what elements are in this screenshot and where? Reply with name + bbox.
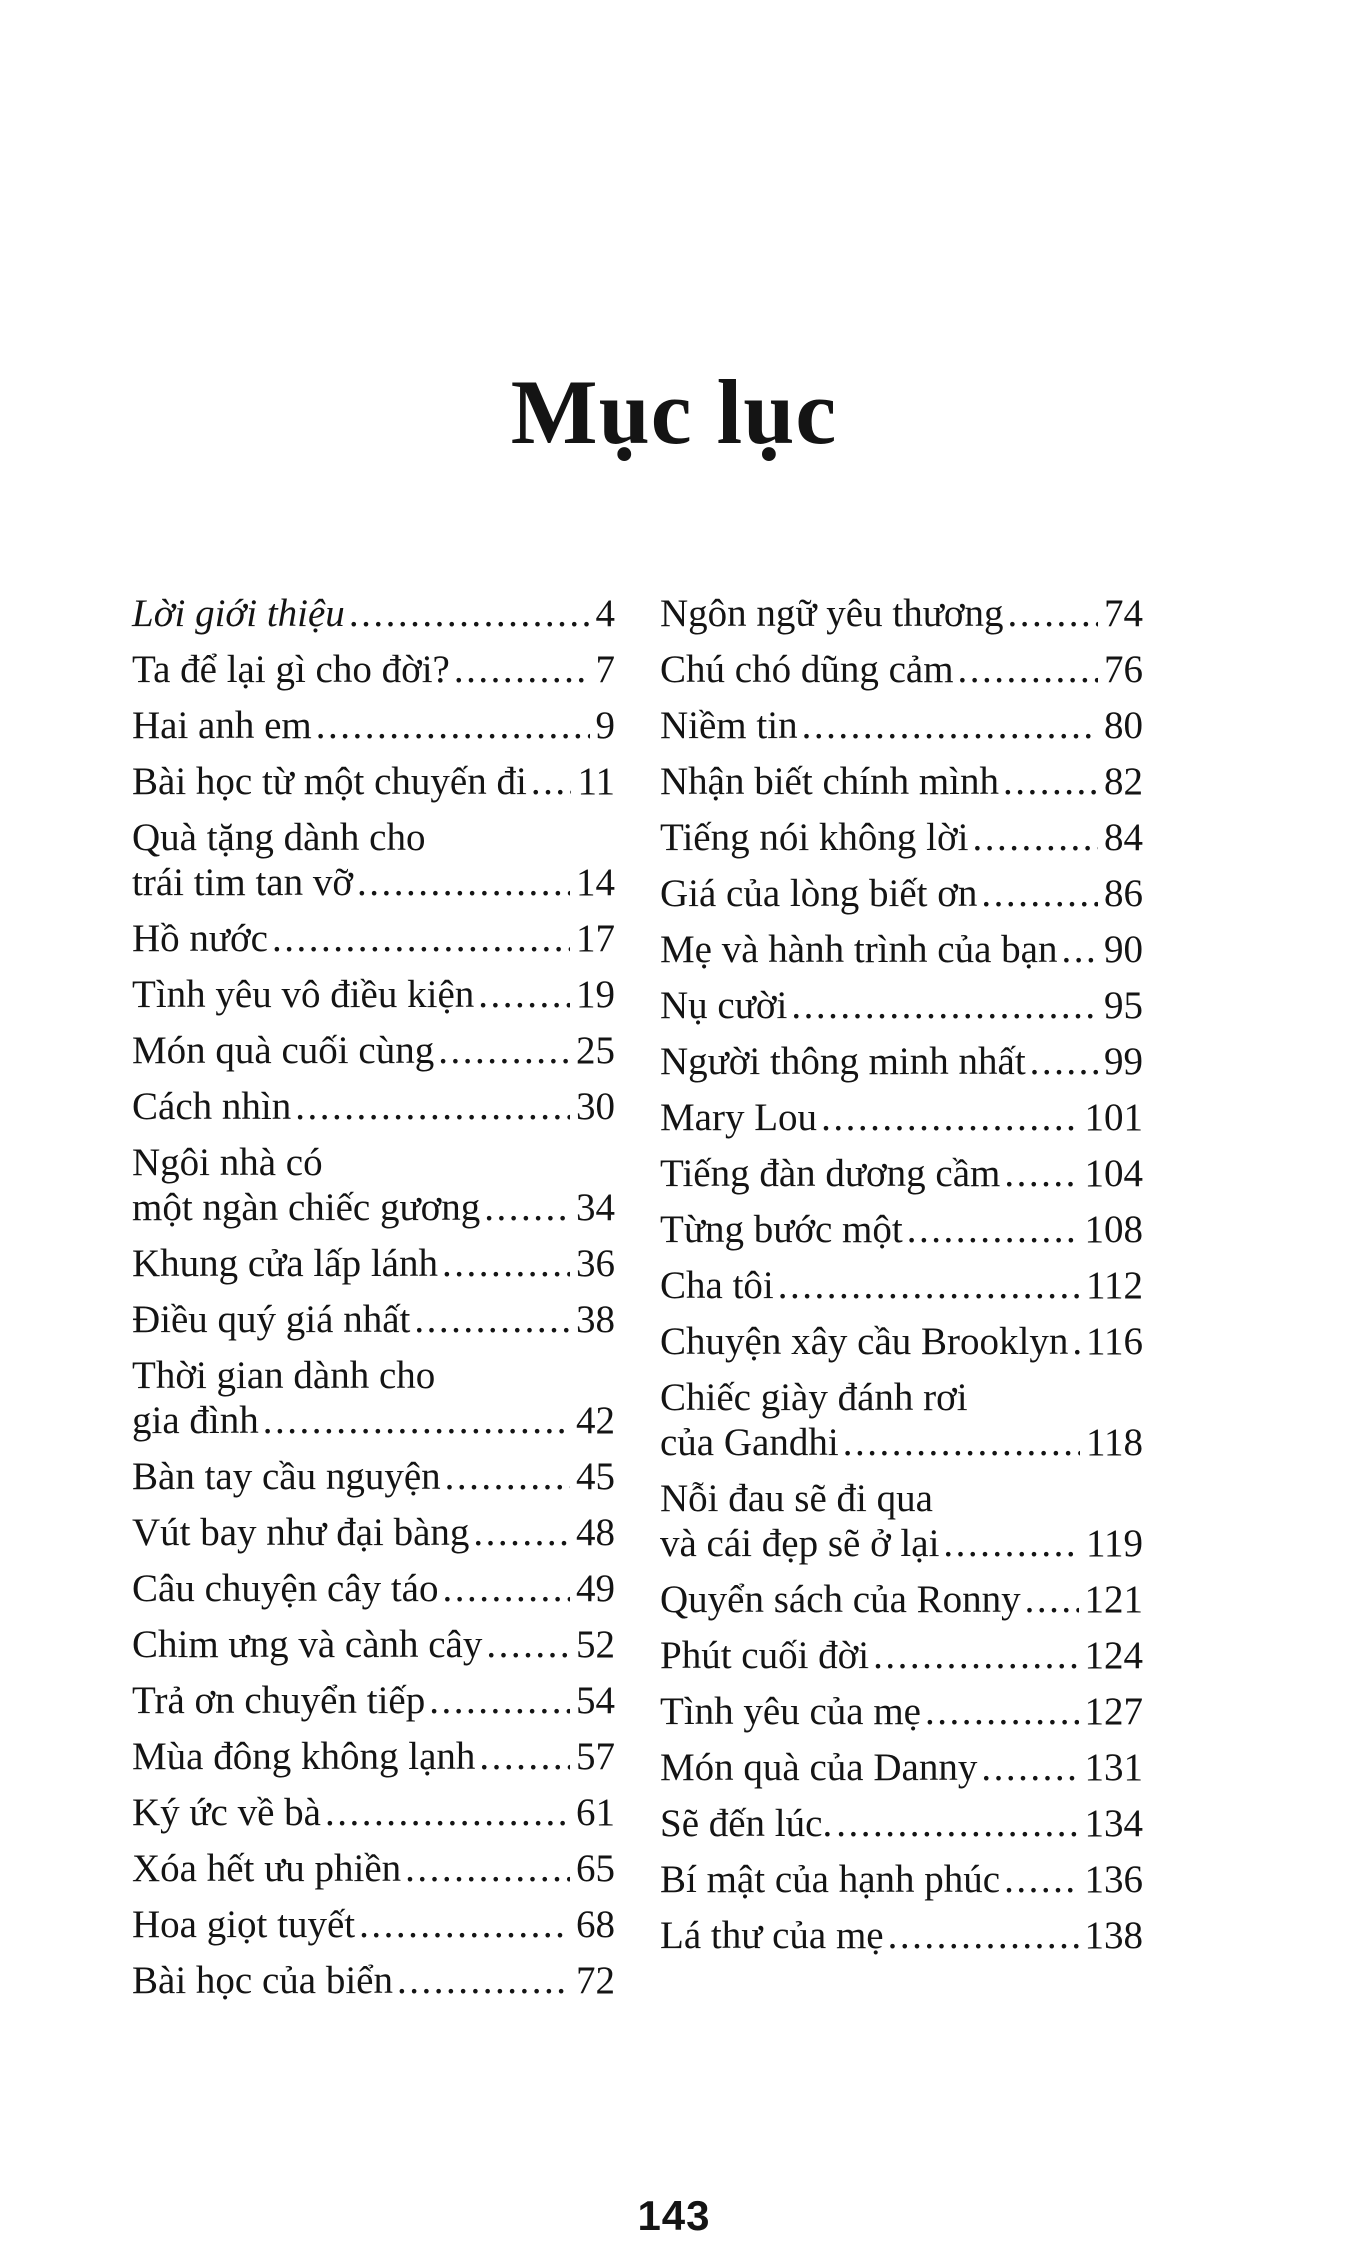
toc-entry-page: 134	[1084, 1802, 1143, 1846]
toc-entry	[660, 1633, 1143, 1678]
toc-entry-page: 119	[1085, 1522, 1143, 1566]
toc-entry-title: Sẽ đến lúc.	[660, 1802, 833, 1846]
toc-entry-row	[660, 1420, 1143, 1465]
dot-leader	[355, 1902, 570, 1947]
dot-leader	[903, 1207, 1079, 1252]
toc-entry-page: 14	[576, 861, 615, 905]
dot-leader	[977, 871, 1098, 916]
toc-entry-row	[132, 1028, 615, 1073]
toc-entry-title: Bài học của biển	[132, 1959, 393, 2003]
toc-entry-row	[132, 1398, 615, 1443]
toc-entry-title: một ngàn chiếc gương	[132, 1186, 481, 1230]
toc-entry-page: 116	[1085, 1320, 1143, 1364]
toc-entry-row	[132, 1185, 615, 1230]
toc-entry	[660, 703, 1143, 748]
footer-page-number: 143	[637, 2192, 711, 2239]
toc-entry-page: 138	[1084, 1914, 1143, 1958]
toc-entry	[660, 1151, 1143, 1196]
toc-entry-title: Hoa giọt tuyết	[132, 1903, 356, 1947]
toc-entry-row	[132, 1084, 615, 1129]
dot-leader	[450, 647, 590, 692]
toc-entry-page: 49	[576, 1567, 615, 1611]
toc-entry-title: Bài học từ một chuyến đi	[132, 760, 527, 804]
toc-entry	[132, 759, 615, 804]
toc-columns	[0, 591, 1348, 2014]
dot-leader	[425, 1678, 570, 1723]
toc-entry-page: 131	[1084, 1746, 1143, 1790]
toc-entry	[660, 1207, 1143, 1252]
toc-entry-title: Nhận biết chính mình	[660, 760, 1000, 804]
toc-entry	[132, 1902, 615, 1947]
dot-leader	[954, 647, 1098, 692]
toc-entry-page: 19	[576, 973, 615, 1017]
toc-entry-row	[660, 1151, 1143, 1196]
toc-entry-row	[660, 1577, 1143, 1622]
toc-entry-title: Lá thư của mẹ	[660, 1914, 884, 1958]
toc-entry-title: Nụ cười	[660, 984, 788, 1028]
toc-entry-page: 127	[1084, 1690, 1143, 1734]
toc-entry-page: 7	[595, 648, 615, 692]
dot-leader	[968, 815, 1098, 860]
toc-entry-page: 57	[576, 1735, 615, 1779]
dot-leader	[977, 1745, 1078, 1790]
dot-leader	[1021, 1577, 1079, 1622]
dot-leader	[441, 1454, 570, 1499]
toc-entry-title: gia đình	[132, 1399, 259, 1443]
toc-entry-row	[132, 1846, 615, 1891]
toc-entry-title: Người thông minh nhất	[660, 1040, 1026, 1084]
dot-leader	[817, 1095, 1078, 1140]
toc-entry	[132, 1454, 615, 1499]
toc-entry	[132, 1678, 615, 1723]
toc-entry	[132, 591, 615, 636]
toc-entry-title: Hồ nước	[132, 917, 268, 961]
toc-entry-title: Ngôn ngữ yêu thương	[660, 592, 1004, 636]
toc-entry-row	[660, 1633, 1143, 1678]
toc-entry-page: 82	[1104, 760, 1143, 804]
toc-entry-title: Chuyện xây cầu Brooklyn	[660, 1320, 1069, 1364]
toc-entry-title: Hai anh em	[132, 704, 312, 748]
toc-entry	[660, 1095, 1143, 1140]
toc-entry-page: 65	[576, 1847, 615, 1891]
toc-entry	[132, 1140, 615, 1230]
toc-entry-page: 54	[576, 1679, 615, 1723]
toc-entry-title: Mẹ và hành trình của bạn	[660, 928, 1058, 972]
dot-leader	[1068, 1319, 1080, 1364]
toc-entry-row	[132, 1622, 615, 1667]
toc-entry-page: 112	[1085, 1264, 1143, 1308]
toc-entry	[132, 1510, 615, 1555]
toc-entry-row	[660, 871, 1143, 916]
toc-entry-page: 124	[1084, 1634, 1143, 1678]
toc-entry-row	[132, 647, 615, 692]
toc-entry-title: Ký ức về bà	[132, 1791, 321, 1835]
toc-entry	[660, 759, 1143, 804]
toc-entry-title: Tình yêu của mẹ	[660, 1690, 921, 1734]
toc-entry-row	[660, 1207, 1143, 1252]
toc-entry-row	[132, 1454, 615, 1499]
dot-leader	[291, 1084, 570, 1129]
dot-leader	[438, 1241, 570, 1286]
toc-entry-page: 17	[576, 917, 615, 961]
toc-entry-title: Chú chó dũng cảm	[660, 648, 954, 692]
toc-entry	[132, 1958, 615, 2003]
toc-entry-row	[660, 759, 1143, 804]
toc-entry-line: Chiếc giày đánh rơi	[660, 1376, 968, 1420]
toc-entry-title: Từng bước một	[660, 1208, 903, 1252]
toc-entry-row	[660, 1689, 1143, 1734]
toc-entry	[660, 815, 1143, 860]
dot-leader	[939, 1521, 1080, 1566]
toc-entry-row	[660, 1095, 1143, 1140]
dot-leader	[312, 703, 590, 748]
toc-entry	[132, 1622, 615, 1667]
dot-leader	[259, 1398, 570, 1443]
toc-entry-row	[660, 1801, 1143, 1846]
toc-entry	[660, 1857, 1143, 1902]
toc-entry	[132, 1790, 615, 1835]
toc-entry-page: 108	[1084, 1208, 1143, 1252]
toc-entry-row	[132, 1566, 615, 1611]
toc-entry-title: Món quà cuối cùng	[132, 1029, 435, 1073]
toc-entry	[132, 1084, 615, 1129]
toc-entry	[660, 1319, 1143, 1364]
toc-entry	[132, 1028, 615, 1073]
toc-entry-title: Điều quý giá nhất	[132, 1298, 411, 1342]
toc-entry-title: Xóa hết ưu phiền	[132, 1847, 402, 1891]
toc-entry	[660, 1745, 1143, 1790]
toc-entry	[660, 927, 1143, 972]
toc-entry	[132, 1846, 615, 1891]
toc-entry	[132, 1566, 615, 1611]
toc-entry-page: 84	[1104, 816, 1143, 860]
toc-entry-row	[660, 1857, 1143, 1902]
toc-entry-title: của Gandhi	[660, 1421, 839, 1465]
toc-entry-page: 52	[576, 1623, 615, 1667]
toc-entry-page: 36	[576, 1242, 615, 1286]
toc-entry-row	[132, 759, 615, 804]
toc-entry-title: Tiếng nói không lời	[660, 816, 969, 860]
toc-entry-title: Tiếng đàn dương cầm	[660, 1152, 1001, 1196]
toc-entry-line: Ngôi nhà có	[132, 1141, 323, 1185]
dot-leader	[469, 1510, 570, 1555]
toc-entry-row	[660, 1913, 1143, 1958]
toc-entry	[660, 647, 1143, 692]
dot-leader	[839, 1420, 1080, 1465]
toc-entry-line: Nỗi đau sẽ đi qua	[660, 1477, 933, 1521]
toc-entry-row	[132, 1297, 615, 1342]
toc-entry-page: 4	[595, 592, 615, 636]
toc-entry-page: 38	[576, 1298, 615, 1342]
toc-entry-title: Niềm tin	[660, 704, 798, 748]
toc-entry-page: 118	[1085, 1421, 1143, 1465]
toc-entry-row	[132, 1790, 615, 1835]
toc-entry-page: 80	[1104, 704, 1143, 748]
dot-leader	[268, 916, 570, 961]
toc-entry-page: 25	[576, 1029, 615, 1073]
toc-entry	[132, 1734, 615, 1779]
toc-entry-row	[132, 703, 615, 748]
toc-entry-page: 90	[1104, 928, 1143, 972]
dot-leader	[474, 972, 570, 1017]
toc-entry-title: Giá của lòng biết ơn	[660, 872, 978, 916]
toc-entry-row	[132, 591, 615, 636]
toc-entry	[132, 647, 615, 692]
toc-entry-page: 101	[1084, 1096, 1143, 1140]
toc-entry	[132, 815, 615, 905]
toc-entry-page: 104	[1084, 1152, 1143, 1196]
toc-entry-row	[660, 815, 1143, 860]
toc-entry-row	[132, 1678, 615, 1723]
toc-entry-page: 99	[1104, 1040, 1143, 1084]
dot-leader	[774, 1263, 1080, 1308]
toc-entry	[660, 983, 1143, 1028]
toc-entry	[132, 972, 615, 1017]
dot-leader	[475, 1734, 570, 1779]
toc-entry-title: Mary Lou	[660, 1096, 818, 1140]
dot-leader	[393, 1958, 570, 2003]
dot-leader	[1000, 1857, 1078, 1902]
dot-leader	[1000, 1151, 1078, 1196]
dot-leader	[869, 1633, 1078, 1678]
toc-entry-title: Quyển sách của Ronny	[660, 1578, 1021, 1622]
dot-leader	[321, 1790, 570, 1835]
dot-leader	[798, 703, 1098, 748]
dot-leader	[353, 860, 570, 905]
dot-leader	[410, 1297, 570, 1342]
toc-right-column	[660, 591, 1143, 2014]
toc-entry-page: 30	[576, 1085, 615, 1129]
toc-entry-title: Cha tôi	[660, 1264, 774, 1308]
toc-entry	[660, 1913, 1143, 1958]
toc-entry	[660, 1263, 1143, 1308]
dot-leader	[921, 1689, 1079, 1734]
toc-entry-page: 42	[576, 1399, 615, 1443]
toc-entry-page: 48	[576, 1511, 615, 1555]
toc-entry-row	[132, 916, 615, 961]
dot-leader	[999, 759, 1098, 804]
page-title: Mục lục	[510, 361, 838, 463]
toc-entry-page: 72	[576, 1959, 615, 2003]
toc-entry	[132, 1297, 615, 1342]
toc-entry-row	[660, 1319, 1143, 1364]
toc-entry-title: Lời giới thiệu	[132, 592, 345, 636]
toc-left-column	[132, 591, 615, 2014]
toc-entry-page: 11	[577, 760, 615, 804]
toc-entry-title: Món quà của Danny	[660, 1746, 978, 1790]
toc-entry-page: 76	[1104, 648, 1143, 692]
toc-entry-title: trái tim tan vỡ	[132, 861, 353, 905]
toc-entry-row	[132, 972, 615, 1017]
toc-entry-page: 68	[576, 1903, 615, 1947]
toc-entry-row	[132, 1734, 615, 1779]
dot-leader	[527, 759, 572, 804]
toc-entry-title: Cách nhìn	[132, 1085, 292, 1129]
toc-entry-title: Khung cửa lấp lánh	[132, 1242, 438, 1286]
toc-entry	[132, 1241, 615, 1286]
toc-entry	[660, 1577, 1143, 1622]
toc-entry	[660, 1039, 1143, 1084]
toc-entry-page: 9	[595, 704, 615, 748]
dot-leader	[482, 1622, 570, 1667]
toc-entry-title: và cái đẹp sẽ ở lại	[660, 1522, 940, 1566]
toc-entry-title: Bàn tay cầu nguyện	[132, 1455, 441, 1499]
toc-entry-title: Câu chuyện cây táo	[132, 1567, 439, 1611]
toc-entry-row	[132, 860, 615, 905]
toc-entry-page: 95	[1104, 984, 1143, 1028]
toc-entry-row	[660, 703, 1143, 748]
toc-entry-title: Vút bay như đại bàng	[132, 1511, 470, 1555]
toc-entry-page: 45	[576, 1455, 615, 1499]
dot-leader	[1057, 927, 1098, 972]
dot-leader	[401, 1846, 570, 1891]
toc-entry	[660, 871, 1143, 916]
dot-leader	[1003, 591, 1098, 636]
dot-leader	[434, 1028, 570, 1073]
toc-entry-line: Quà tặng dành cho	[132, 816, 426, 860]
toc-entry-title: Bí mật của hạnh phúc	[660, 1858, 1001, 1902]
dot-leader	[480, 1185, 570, 1230]
toc-entry-row	[660, 1745, 1143, 1790]
toc-entry	[132, 703, 615, 748]
toc-entry-title: Trả ơn chuyển tiếp	[132, 1679, 426, 1723]
toc-entry-row	[660, 591, 1143, 636]
toc-entry	[132, 1353, 615, 1443]
toc-entry	[660, 591, 1143, 636]
toc-entry-row	[132, 1902, 615, 1947]
toc-entry	[660, 1476, 1143, 1566]
toc-entry-row	[660, 983, 1143, 1028]
toc-entry-page: 34	[576, 1186, 615, 1230]
toc-entry-row	[132, 1510, 615, 1555]
dot-leader	[832, 1801, 1078, 1846]
dot-leader	[787, 983, 1098, 1028]
dot-leader	[345, 591, 590, 636]
toc-entry-line: Thời gian dành cho	[132, 1354, 436, 1398]
toc-entry-page: 121	[1084, 1578, 1143, 1622]
toc-entry-title: Chim ưng và cành cây	[132, 1623, 483, 1667]
toc-entry-row	[132, 1958, 615, 2003]
toc-entry-row	[660, 1039, 1143, 1084]
toc-entry	[660, 1689, 1143, 1734]
dot-leader	[1026, 1039, 1098, 1084]
toc-entry-row	[660, 647, 1143, 692]
toc-entry	[660, 1375, 1143, 1465]
toc-entry-page: 136	[1084, 1858, 1143, 1902]
toc-entry	[132, 916, 615, 961]
toc-entry-title: Tình yêu vô điều kiện	[132, 973, 475, 1017]
toc-entry-row	[660, 1521, 1143, 1566]
toc-entry-row	[660, 1263, 1143, 1308]
toc-entry-page: 86	[1104, 872, 1143, 916]
toc-entry-page: 61	[576, 1791, 615, 1835]
toc-entry-row	[660, 927, 1143, 972]
toc-entry	[660, 1801, 1143, 1846]
dot-leader	[884, 1913, 1079, 1958]
toc-entry-row	[132, 1241, 615, 1286]
toc-entry-title: Mùa đông không lạnh	[132, 1735, 476, 1779]
toc-entry-title: Ta để lại gì cho đời?	[132, 648, 450, 692]
toc-entry-title: Phút cuối đời	[660, 1634, 870, 1678]
toc-entry-page: 74	[1104, 592, 1143, 636]
dot-leader	[438, 1566, 570, 1611]
